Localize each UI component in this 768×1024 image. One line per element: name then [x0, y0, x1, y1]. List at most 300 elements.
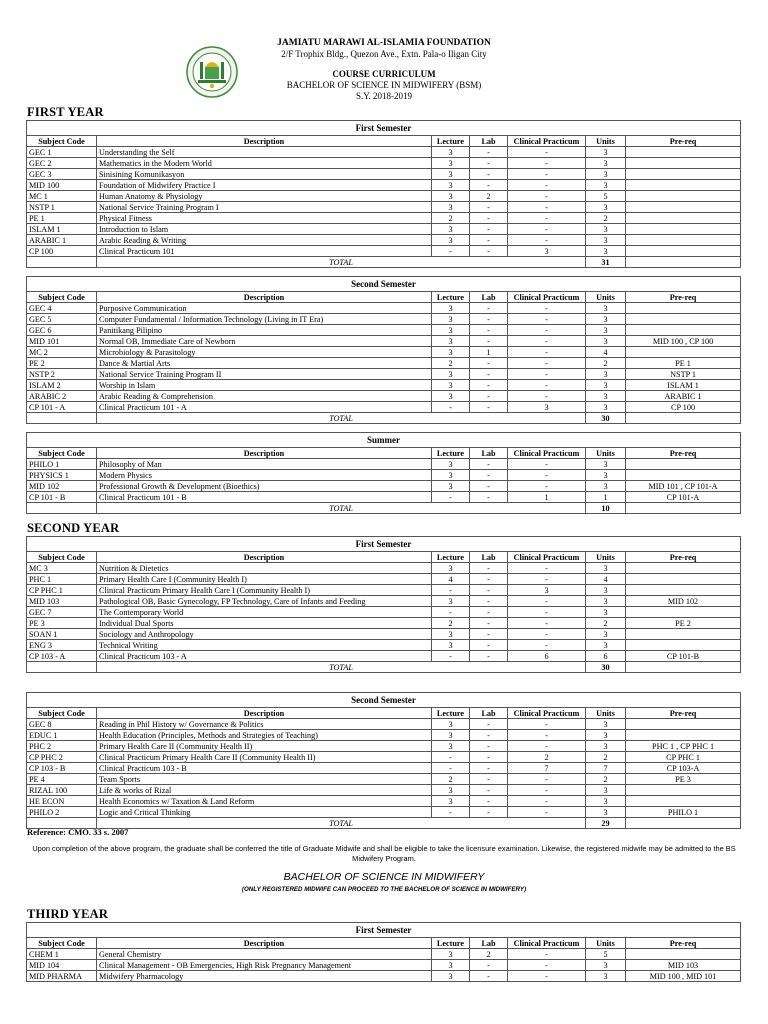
description-cell: The Contemporary World — [97, 607, 432, 618]
clinical-practicum-cell: - — [508, 158, 586, 169]
description-cell: Clinical Practicum 101 - B — [97, 492, 432, 503]
units-header: Units — [586, 938, 626, 949]
subject-code-cell: PE 4 — [27, 774, 97, 785]
units-cell: 5 — [586, 191, 626, 202]
clinical-practicum-cell: - — [508, 618, 586, 629]
clinical-practicum-cell: - — [508, 235, 586, 246]
lecture-cell: 3 — [432, 960, 470, 971]
course-row — [27, 807, 741, 818]
subject-code-header: Subject Code — [27, 552, 97, 563]
column-header-row — [27, 552, 741, 563]
subject-code-cell: PE 2 — [27, 358, 97, 369]
description-header: Description — [97, 292, 432, 303]
total-spacer-cell — [27, 413, 97, 424]
lecture-cell: 3 — [432, 785, 470, 796]
semester-title: Second Semester — [27, 693, 741, 708]
lecture-header: Lecture — [432, 708, 470, 719]
clinical-practicum-header: Clinical Practicum — [508, 938, 586, 949]
lab-cell: - — [470, 796, 508, 807]
description-cell: Clinical Management - OB Emergencies, High Risk Pregnancy Management — [97, 960, 432, 971]
subject-code-cell: SOAN 1 — [27, 629, 97, 640]
clinical-practicum-cell: - — [508, 459, 586, 470]
clinical-practicum-cell: - — [508, 169, 586, 180]
description-cell: Introduction to Islam — [97, 224, 432, 235]
course-row — [27, 358, 741, 369]
prereq-cell — [626, 347, 741, 358]
total-spacer-cell — [27, 503, 97, 514]
subject-code-cell: CP 101 - B — [27, 492, 97, 503]
description-cell: Computer Fundamental / Information Technology (Living in IT Era) — [97, 314, 432, 325]
lab-header: Lab — [470, 136, 508, 147]
description-cell: Life & works of Rizal — [97, 785, 432, 796]
lecture-cell: 3 — [432, 596, 470, 607]
description-cell: Team Sports — [97, 774, 432, 785]
description-cell: Normal OB, Immediate Care of Newborn — [97, 336, 432, 347]
subject-code-cell: ENG 3 — [27, 640, 97, 651]
units-cell: 3 — [586, 369, 626, 380]
semester-title: Second Semester — [27, 277, 741, 292]
course-row — [27, 325, 741, 336]
lab-cell: - — [470, 380, 508, 391]
description-cell: Technical Writing — [97, 640, 432, 651]
lab-cell: - — [470, 202, 508, 213]
subject-code-cell: MID PHARMA — [27, 971, 97, 982]
prereq-cell: PE 1 — [626, 358, 741, 369]
prereq-cell: MID 102 — [626, 596, 741, 607]
clinical-practicum-cell: - — [508, 971, 586, 982]
lecture-cell: 3 — [432, 180, 470, 191]
course-row — [27, 785, 741, 796]
first-year-summer-table — [26, 432, 741, 514]
second-year-second-semester-table — [26, 692, 741, 829]
clinical-practicum-cell: - — [508, 314, 586, 325]
clinical-practicum-cell: - — [508, 949, 586, 960]
clinical-practicum-cell: - — [508, 470, 586, 481]
prereq-cell — [626, 470, 741, 481]
subject-code-cell: GEC 6 — [27, 325, 97, 336]
units-header: Units — [586, 552, 626, 563]
units-cell: 3 — [586, 607, 626, 618]
lab-cell: - — [470, 741, 508, 752]
third-year-heading: THIRD YEAR — [27, 907, 109, 921]
lab-cell: - — [470, 246, 508, 257]
units-cell: 3 — [586, 314, 626, 325]
lab-cell: - — [470, 563, 508, 574]
description-cell: General Chemistry — [97, 949, 432, 960]
prereq-cell: MID 100 , MID 101 — [626, 971, 741, 982]
lecture-cell: 3 — [432, 971, 470, 982]
lab-cell: - — [470, 763, 508, 774]
prereq-cell: PHC 1 , CP PHC 1 — [626, 741, 741, 752]
subject-code-cell: ISLAM 1 — [27, 224, 97, 235]
units-cell: 3 — [586, 640, 626, 651]
lab-cell: - — [470, 774, 508, 785]
prereq-cell: PHILO 1 — [626, 807, 741, 818]
org-address: 2/F Trophix Bldg., Quezon Ave., Extn. Pala-o Iligan City — [281, 49, 487, 59]
description-cell: Modern Physics — [97, 470, 432, 481]
course-row — [27, 719, 741, 730]
clinical-practicum-cell: - — [508, 347, 586, 358]
description-header: Description — [97, 938, 432, 949]
lab-cell: - — [470, 235, 508, 246]
lecture-cell: - — [432, 246, 470, 257]
prereq-cell — [626, 607, 741, 618]
lab-cell: - — [470, 470, 508, 481]
clinical-practicum-header: Clinical Practicum — [508, 708, 586, 719]
subject-code-cell: CP 100 — [27, 246, 97, 257]
lab-header: Lab — [470, 938, 508, 949]
reference-note: Reference: CMO. 33 s. 2007 — [27, 827, 129, 837]
course-row — [27, 960, 741, 971]
clinical-practicum-cell: - — [508, 807, 586, 818]
units-header: Units — [586, 292, 626, 303]
course-row — [27, 563, 741, 574]
clinical-practicum-cell: - — [508, 325, 586, 336]
total-spacer-cell — [27, 257, 97, 268]
semester-title-row — [27, 433, 741, 448]
total-row — [27, 662, 741, 673]
clinical-practicum-cell: - — [508, 213, 586, 224]
prereq-cell — [626, 158, 741, 169]
lecture-cell: 3 — [432, 347, 470, 358]
lab-cell: - — [470, 303, 508, 314]
course-row — [27, 169, 741, 180]
column-header-row — [27, 708, 741, 719]
course-row — [27, 380, 741, 391]
prereq-cell: PE 3 — [626, 774, 741, 785]
description-cell: Mathematics in the Modern World — [97, 158, 432, 169]
subject-code-cell: GEC 1 — [27, 147, 97, 158]
column-header-row — [27, 292, 741, 303]
subject-code-cell: PHC 2 — [27, 741, 97, 752]
lab-header: Lab — [470, 292, 508, 303]
prereq-cell — [626, 563, 741, 574]
lab-cell: - — [470, 314, 508, 325]
description-cell: Sociology and Anthropology — [97, 629, 432, 640]
clinical-practicum-cell: 7 — [508, 763, 586, 774]
prereq-header: Pre-req — [626, 292, 741, 303]
description-cell: Purposive Communication — [97, 303, 432, 314]
lecture-cell: 3 — [432, 481, 470, 492]
total-units: 30 — [586, 662, 626, 673]
clinical-practicum-cell: - — [508, 224, 586, 235]
foundation-logo-icon — [186, 46, 238, 98]
column-header-row — [27, 938, 741, 949]
clinical-practicum-cell: - — [508, 336, 586, 347]
clinical-practicum-cell: - — [508, 785, 586, 796]
lecture-cell: 3 — [432, 391, 470, 402]
lecture-cell: 3 — [432, 369, 470, 380]
description-cell: Clinical Practicum 103 - A — [97, 651, 432, 662]
description-cell: Clinical Practicum 103 - B — [97, 763, 432, 774]
description-cell: Professional Growth & Development (Bioethics) — [97, 481, 432, 492]
course-row — [27, 492, 741, 503]
lab-cell: - — [470, 629, 508, 640]
lecture-cell: - — [432, 807, 470, 818]
clinical-practicum-cell: - — [508, 596, 586, 607]
units-cell: 2 — [586, 774, 626, 785]
description-cell: Logic and Critical Thinking — [97, 807, 432, 818]
prereq-cell: MID 100 , CP 100 — [626, 336, 741, 347]
school-year: S.Y. 2018-2019 — [355, 91, 413, 101]
lab-cell: - — [470, 651, 508, 662]
subject-code-cell: CP 103 - B — [27, 763, 97, 774]
lecture-cell: - — [432, 607, 470, 618]
semester-title-row — [27, 121, 741, 136]
course-row — [27, 481, 741, 492]
course-row — [27, 774, 741, 785]
units-cell: 3 — [586, 246, 626, 257]
description-cell: Clinical Practicum Primary Health Care I (Community Health I) — [97, 585, 432, 596]
first-year-first-semester-table — [26, 120, 741, 268]
prereq-cell: PE 2 — [626, 618, 741, 629]
prereq-cell — [626, 169, 741, 180]
lecture-cell: 2 — [432, 213, 470, 224]
course-row — [27, 202, 741, 213]
course-row — [27, 629, 741, 640]
clinical-practicum-cell: 2 — [508, 752, 586, 763]
lab-cell: - — [470, 169, 508, 180]
lecture-header: Lecture — [432, 448, 470, 459]
bsm-note: (ONLY REGISTERED MIDWIFE CAN PROCEED TO THE BACHELOR OF SCIENCE IN MIDWIFERY) — [241, 886, 527, 893]
total-row — [27, 257, 741, 268]
course-row — [27, 336, 741, 347]
subject-code-cell: MID 101 — [27, 336, 97, 347]
description-cell: Panitikang Pilipino — [97, 325, 432, 336]
lecture-cell: 3 — [432, 314, 470, 325]
lecture-cell: 2 — [432, 358, 470, 369]
lecture-cell: 3 — [432, 303, 470, 314]
subject-code-cell: EDUC 1 — [27, 730, 97, 741]
subject-code-cell: GEC 7 — [27, 607, 97, 618]
clinical-practicum-header: Clinical Practicum — [508, 136, 586, 147]
subject-code-header: Subject Code — [27, 292, 97, 303]
program-name: BACHELOR OF SCIENCE IN MIDWIFERY (BSM) — [286, 80, 482, 90]
lab-header: Lab — [470, 552, 508, 563]
first-year-second-semester-table — [26, 276, 741, 424]
course-title: COURSE CURRICULUM — [332, 69, 436, 79]
description-cell: Clinical Practicum 101 — [97, 246, 432, 257]
units-cell: 3 — [586, 741, 626, 752]
prereq-cell: CP PHC 1 — [626, 752, 741, 763]
description-header: Description — [97, 136, 432, 147]
clinical-practicum-cell: 3 — [508, 402, 586, 413]
lecture-cell: - — [432, 763, 470, 774]
clinical-practicum-cell: - — [508, 719, 586, 730]
lecture-cell: 3 — [432, 191, 470, 202]
units-cell: 4 — [586, 574, 626, 585]
subject-code-header: Subject Code — [27, 136, 97, 147]
subject-code-cell: RIZAL 100 — [27, 785, 97, 796]
subject-code-cell: NSTP 2 — [27, 369, 97, 380]
clinical-practicum-cell: 3 — [508, 585, 586, 596]
description-cell: Clinical Practicum 101 - A — [97, 402, 432, 413]
lecture-cell: - — [432, 402, 470, 413]
course-row — [27, 971, 741, 982]
course-row — [27, 607, 741, 618]
lab-cell: - — [470, 585, 508, 596]
course-row — [27, 224, 741, 235]
lab-cell: 1 — [470, 347, 508, 358]
subject-code-cell: HE ECON — [27, 796, 97, 807]
units-cell: 3 — [586, 629, 626, 640]
prereq-cell — [626, 180, 741, 191]
clinical-practicum-cell: - — [508, 960, 586, 971]
clinical-practicum-header: Clinical Practicum — [508, 448, 586, 459]
course-row — [27, 763, 741, 774]
course-row — [27, 191, 741, 202]
lecture-cell: 3 — [432, 640, 470, 651]
completion-note: Upon completion of the above program, the graduate shall be conferred the title of Graduate Midwife and shall be eligible to take the licensure examination. Likewise, the registered midwife may be admitted to the BS Midwifery Program. — [32, 844, 736, 863]
units-cell: 3 — [586, 180, 626, 191]
subject-code-cell: CP 103 - A — [27, 651, 97, 662]
course-row — [27, 585, 741, 596]
semester-title: First Semester — [27, 121, 741, 136]
prereq-cell — [626, 949, 741, 960]
clinical-practicum-cell: - — [508, 563, 586, 574]
lecture-cell: 3 — [432, 224, 470, 235]
units-cell: 3 — [586, 971, 626, 982]
lab-cell: - — [470, 224, 508, 235]
lecture-cell: 3 — [432, 459, 470, 470]
lecture-cell: - — [432, 585, 470, 596]
clinical-practicum-cell: - — [508, 369, 586, 380]
course-row — [27, 303, 741, 314]
total-label: TOTAL — [97, 818, 586, 829]
prereq-cell — [626, 314, 741, 325]
clinical-practicum-cell: - — [508, 607, 586, 618]
lecture-cell: 3 — [432, 325, 470, 336]
lab-cell: - — [470, 481, 508, 492]
lab-cell: - — [470, 618, 508, 629]
prereq-cell — [626, 574, 741, 585]
clinical-practicum-cell: - — [508, 741, 586, 752]
description-cell: Microbiology & Parasitology — [97, 347, 432, 358]
prereq-cell — [626, 640, 741, 651]
units-cell: 3 — [586, 380, 626, 391]
lab-cell: - — [470, 213, 508, 224]
clinical-practicum-cell: - — [508, 391, 586, 402]
clinical-practicum-cell: - — [508, 796, 586, 807]
semester-title-row — [27, 277, 741, 292]
clinical-practicum-cell: 1 — [508, 492, 586, 503]
org-name: JAMIATU MARAWI AL-ISLAMIA FOUNDATION — [277, 38, 491, 48]
units-cell: 2 — [586, 358, 626, 369]
subject-code-cell: PHILO 2 — [27, 807, 97, 818]
lecture-cell: - — [432, 492, 470, 503]
units-cell: 3 — [586, 147, 626, 158]
bsm-title: BACHELOR OF SCIENCE IN MIDWIFERY — [283, 871, 485, 883]
total-units: 30 — [586, 413, 626, 424]
total-label: TOTAL — [97, 662, 586, 673]
course-row — [27, 730, 741, 741]
clinical-practicum-cell: - — [508, 358, 586, 369]
prereq-cell — [626, 325, 741, 336]
clinical-practicum-cell: - — [508, 774, 586, 785]
prereq-header: Pre-req — [626, 938, 741, 949]
lab-header: Lab — [470, 448, 508, 459]
course-row — [27, 752, 741, 763]
lab-cell: - — [470, 719, 508, 730]
lab-cell: - — [470, 147, 508, 158]
lecture-cell: 3 — [432, 169, 470, 180]
units-cell: 3 — [586, 596, 626, 607]
prereq-header: Pre-req — [626, 136, 741, 147]
lab-cell: 2 — [470, 191, 508, 202]
prereq-cell — [626, 785, 741, 796]
lecture-header: Lecture — [432, 552, 470, 563]
course-row — [27, 402, 741, 413]
lab-cell: 2 — [470, 949, 508, 960]
course-row — [27, 158, 741, 169]
subject-code-cell: PHYSICS 1 — [27, 470, 97, 481]
lab-cell: - — [470, 785, 508, 796]
lab-cell: - — [470, 807, 508, 818]
course-row — [27, 470, 741, 481]
subject-code-cell: GEC 2 — [27, 158, 97, 169]
subject-code-header: Subject Code — [27, 938, 97, 949]
lab-cell: - — [470, 325, 508, 336]
units-cell: 3 — [586, 796, 626, 807]
subject-code-cell: MID 100 — [27, 180, 97, 191]
units-cell: 3 — [586, 481, 626, 492]
lab-cell: - — [470, 369, 508, 380]
units-cell: 2 — [586, 618, 626, 629]
units-cell: 5 — [586, 949, 626, 960]
semester-title: First Semester — [27, 923, 741, 938]
course-row — [27, 213, 741, 224]
description-cell: Pathological OB, Basic Gynecology, FP Technology, Care of Infants and Feeding — [97, 596, 432, 607]
units-cell: 7 — [586, 763, 626, 774]
course-row — [27, 741, 741, 752]
subject-code-cell: MID 103 — [27, 596, 97, 607]
lab-cell: - — [470, 960, 508, 971]
course-row — [27, 369, 741, 380]
units-cell: 1 — [586, 492, 626, 503]
units-cell: 3 — [586, 459, 626, 470]
course-row — [27, 147, 741, 158]
lecture-cell: 3 — [432, 470, 470, 481]
lecture-cell: 3 — [432, 730, 470, 741]
subject-code-cell: PHC 1 — [27, 574, 97, 585]
prereq-cell — [626, 585, 741, 596]
subject-code-cell: GEC 3 — [27, 169, 97, 180]
semester-title-row — [27, 693, 741, 708]
lecture-header: Lecture — [432, 136, 470, 147]
course-row — [27, 314, 741, 325]
total-label: TOTAL — [97, 257, 586, 268]
clinical-practicum-cell: - — [508, 380, 586, 391]
subject-code-cell: MC 2 — [27, 347, 97, 358]
subject-code-cell: ARABIC 1 — [27, 235, 97, 246]
prereq-cell — [626, 629, 741, 640]
lab-cell: - — [470, 391, 508, 402]
document-header — [0, 38, 768, 102]
lecture-cell: 3 — [432, 202, 470, 213]
description-cell: Arabic Reading & Writing — [97, 235, 432, 246]
units-cell: 3 — [586, 585, 626, 596]
lecture-cell: 4 — [432, 574, 470, 585]
lab-cell: - — [470, 358, 508, 369]
course-row — [27, 651, 741, 662]
lecture-cell: - — [432, 651, 470, 662]
description-cell: Understanding the Self — [97, 147, 432, 158]
description-cell: Foundation of Midwifery Practice I — [97, 180, 432, 191]
description-cell: Health Economics w/ Taxation & Land Reform — [97, 796, 432, 807]
prereq-cell — [626, 235, 741, 246]
subject-code-cell: CP 101 - A — [27, 402, 97, 413]
description-cell: National Service Training Program II — [97, 369, 432, 380]
